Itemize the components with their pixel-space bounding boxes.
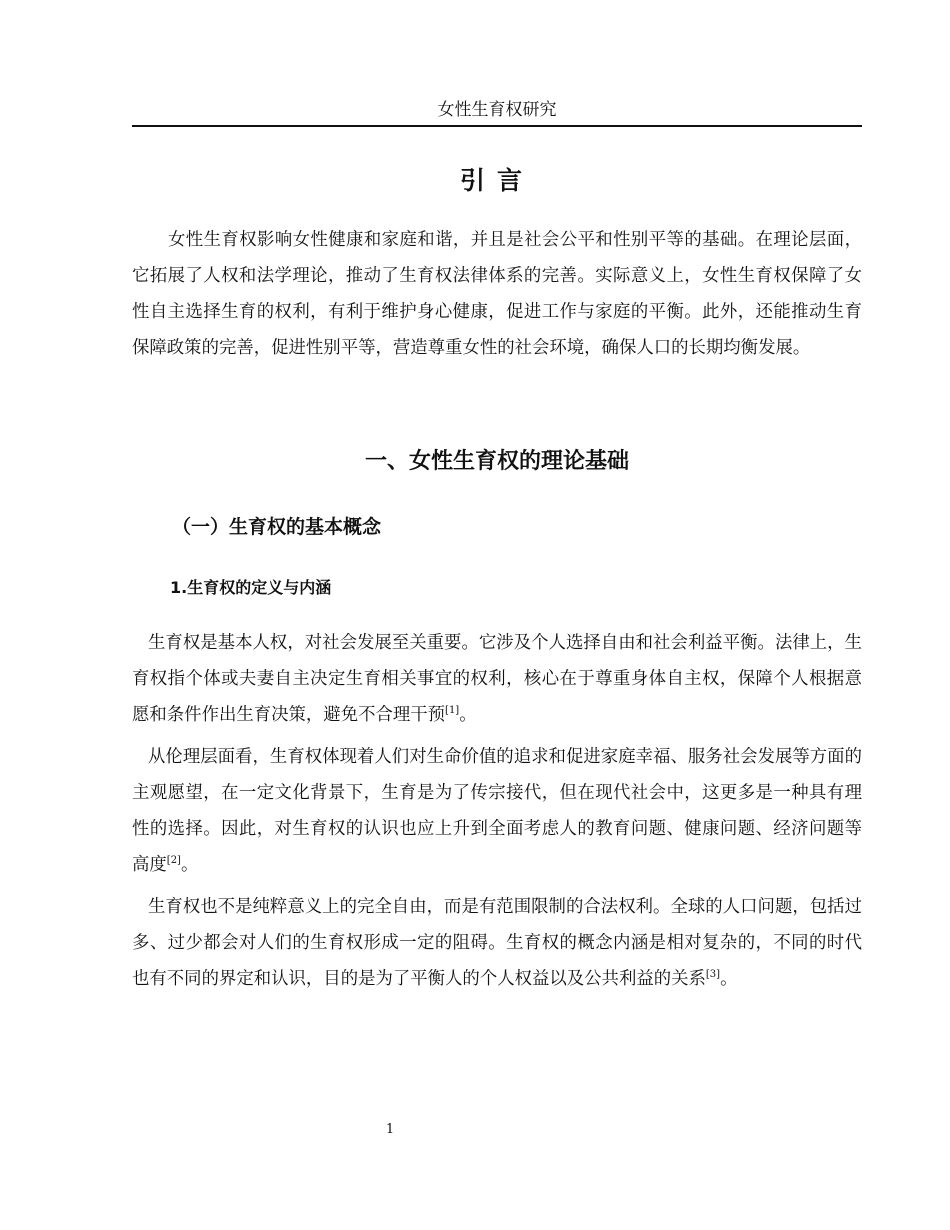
paragraph-text: 生育权是基本人权，对社会发展至关重要。它涉及个人选择自由和社会利益平衡。法律上，生育权指个体或夫妻自主决定生育相关事宜的权利，核心在于尊重身体自主权，保障个人根据意愿和条件作出生育决策，避免不合理干预 bbox=[132, 633, 862, 725]
paragraph-end: 。 bbox=[180, 855, 199, 875]
paragraph-text: 生育权也不是纯粹意义上的完全自由，而是有范围限制的合法权利。全球的人口问题，包括过多、过少都会对人们的生育权形成一定的阻碍。生育权的概念内涵是相对复杂的，不同的时代也有不同的界定和认识，目的是为了平衡人的个人权益以及公共利益的关系 bbox=[132, 897, 862, 989]
running-header: 女性生育权研究 bbox=[437, 100, 557, 120]
body-paragraph-1 bbox=[132, 625, 862, 733]
body-paragraph-2 bbox=[132, 739, 862, 883]
subsection-heading: 1.生育权的定义与内涵 bbox=[170, 578, 332, 597]
paragraph-text: 从伦理层面看，生育权体现着人们对生命价值的追求和促进家庭幸福、服务社会发展等方面的主观愿望，在一定文化背景下，生育是为了传宗接代，但在现代社会中，这更多是一种具有理性的选择。因此，对生育权的认识也应上升到全面考虑人的教育问题、健康问题、经济问题等高度 bbox=[132, 747, 862, 875]
citation-marker: [3] bbox=[705, 969, 721, 981]
citation-marker: [2] bbox=[166, 855, 181, 867]
chapter-heading: 一、女性生育权的理论基础 bbox=[364, 449, 629, 474]
intro-paragraph: 女性生育权影响女性健康和家庭和谐，并且是社会公平和性别平等的基础。在理论层面，它拓展了人权和法学理论，推动了生育权法律体系的完善。实际意义上，女性生育权保障了女性自主选择生育的权利，有利于维护身心健康，促进工作与家庭的平衡。此外，还能推动生育保障政策的完善，促进性别平等，营造尊重女性的社会环境，确保人口的长期均衡发展。 bbox=[132, 230, 862, 358]
body-paragraph-3 bbox=[132, 889, 862, 997]
paragraph-end: 。 bbox=[720, 969, 738, 989]
section-heading: （一）生育权的基本概念 bbox=[172, 516, 382, 538]
page-number: 1 bbox=[385, 1122, 395, 1137]
header-rule bbox=[132, 125, 862, 127]
intro-title: 引言 bbox=[459, 166, 534, 195]
paragraph-end: 。 bbox=[459, 705, 477, 725]
citation-marker: [1] bbox=[445, 705, 460, 717]
